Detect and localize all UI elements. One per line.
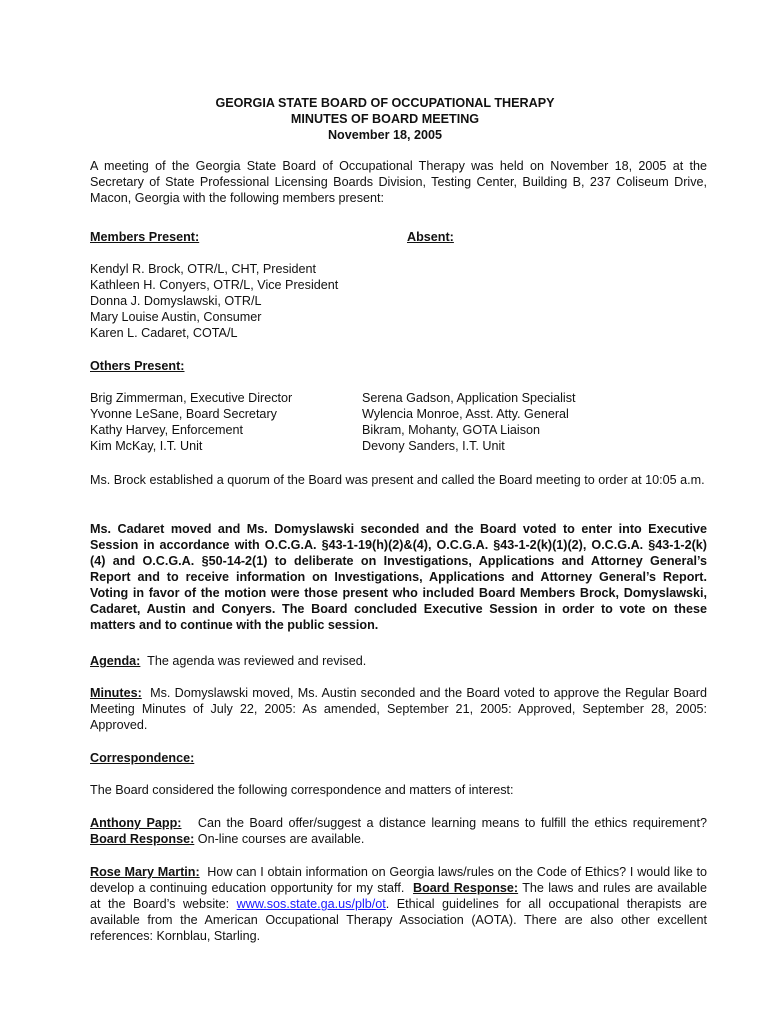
member-name: Donna J. Domyslawski, OTR/L [90, 294, 262, 308]
board-response-text: On-line courses are available. [197, 832, 365, 846]
attendee-name: Serena Gadson, Application Specialist [362, 391, 576, 405]
member-name: Mary Louise Austin, Consumer [90, 310, 262, 324]
member-name: Kathleen H. Conyers, OTR/L, Vice President [90, 278, 339, 292]
board-response-text-continued: . Ethical guidelines for all occupational therapists are available from the American Occupational Therapy Association (AOTA). There are also other excellent references: Kornblau, Starling. [90, 897, 708, 943]
minutes-title: MINUTES OF BOARD MEETING [290, 112, 480, 126]
member-name: Karen L. Cadaret, COTA/L [90, 326, 238, 340]
members-present-heading: Members Present: [90, 230, 200, 244]
minutes-text: Ms. Domyslawski moved, Ms. Austin seconded and the Board voted to approve the Regular Board Meeting Minutes of July 22, 2005: As amended, September 21, 2005: Approved, September 28, 2005: Approved. [90, 686, 708, 732]
minutes-paragraph [90, 685, 707, 733]
absent-heading: Absent: [407, 230, 454, 244]
document-header [0, 95, 770, 143]
correspondence-question: How can I obtain information on Georgia laws/rules on the Code of Ethics? I would like to develop a continuing education opportunity for my staff. [90, 865, 708, 895]
attendee-name: Kathy Harvey, Enforcement [90, 423, 244, 437]
executive-session-paragraph: Ms. Cadaret moved and Ms. Domyslawski seconded and the Board voted to enter into Executive Session in accordance with O.C.G.A. §43-1-19(h)(2)&(4), O.C.G.A. §43-1-2(k)(1)(2), O.C.G.A. §43-1-2(k)(4) and O.C.G.A. §50-14-2(1) to deliberate on Investigations, Applications and Attorney General’s Report and to receive information on Investigations, Applications and Attorney General’s Report. Voting in favor of the motion were those present who included Board Members Brock, Domyslawski, Cadaret, Austin and Conyers. The Board concluded Executive Session in order to vote on these matters and to continue with the public session. [90, 522, 707, 632]
board-response-label: Board Response: [413, 881, 519, 895]
attendee-name: Brig Zimmerman, Executive Director [90, 391, 293, 405]
agenda-paragraph [90, 653, 707, 669]
others-right-list [362, 390, 576, 454]
papp-correspondence [90, 815, 707, 847]
board-website-link[interactable]: www.sos.state.ga.us/plb/ot [236, 897, 386, 911]
martin-correspondence [90, 864, 707, 944]
minutes-label: Minutes: [90, 686, 142, 700]
agenda-label: Agenda: [90, 654, 141, 668]
attendee-name: Kim McKay, I.T. Unit [90, 439, 203, 453]
others-present-heading: Others Present: [90, 359, 185, 373]
members-list [90, 261, 338, 341]
correspondence-heading: Correspondence: [90, 751, 195, 765]
board-response-text: The laws and rules are available at the Board’s website: [90, 881, 707, 911]
correspondent-name: Anthony Papp: [90, 816, 182, 830]
board-response-label: Board Response: [90, 832, 195, 846]
attendee-name: Wylencia Monroe, Asst. Atty. General [362, 407, 569, 421]
meeting-date: November 18, 2005 [327, 128, 443, 142]
attendee-name: Yvonne LeSane, Board Secretary [90, 407, 277, 421]
correspondence-question: Can the Board offer/suggest a distance learning means to fulfill the ethics requirement? [197, 816, 707, 830]
others-left-list [90, 390, 292, 454]
member-name: Kendyl R. Brock, OTR/L, CHT, President [90, 262, 317, 276]
attendee-name: Bikram, Mohanty, GOTA Liaison [362, 423, 541, 437]
agenda-text: The agenda was reviewed and revised. [147, 654, 367, 668]
correspondence-intro: The Board considered the following correspondence and matters of interest: [90, 783, 514, 797]
board-title: GEORGIA STATE BOARD OF OCCUPATIONAL THERAPY [215, 96, 555, 110]
correspondent-name: Rose Mary Martin: [90, 865, 200, 879]
attendee-name: Devony Sanders, I.T. Unit [362, 439, 505, 453]
quorum-paragraph: Ms. Brock established a quorum of the Board was present and called the Board meeting to order at 10:05 a.m. [90, 473, 705, 487]
intro-paragraph: A meeting of the Georgia State Board of Occupational Therapy was held on November 18, 2005 at the Secretary of State Professional Licensing Boards Division, Testing Center, Building B, 237 Coliseum Drive, Macon, Georgia with the following members present: [90, 159, 707, 205]
